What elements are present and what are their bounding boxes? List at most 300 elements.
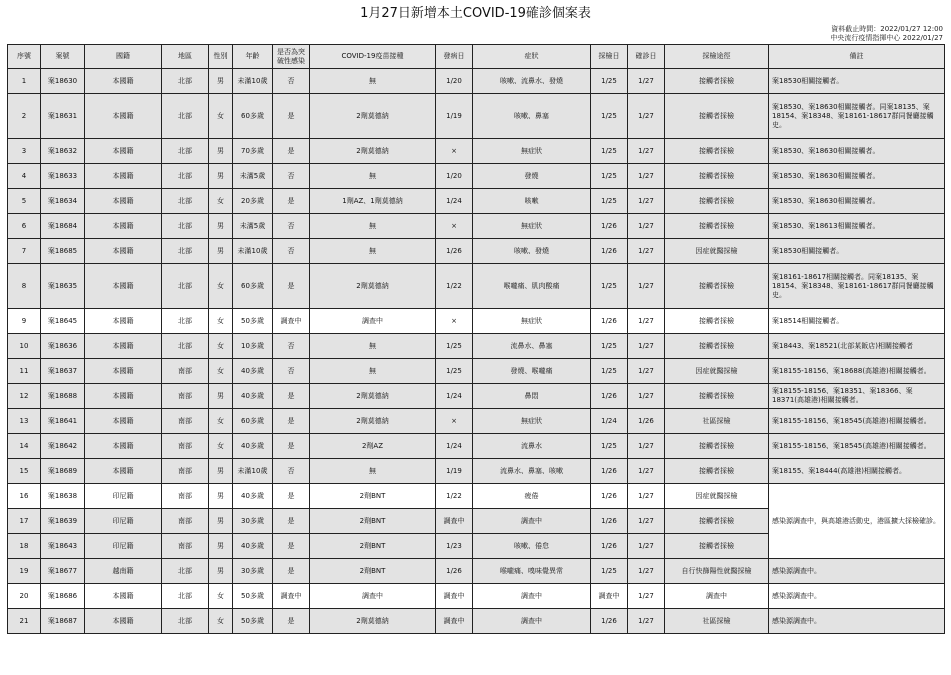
cell-confirm-date: 1/27 — [628, 309, 665, 334]
cell-age: 60多歲 — [233, 264, 273, 309]
cell-breakthrough: 調查中 — [273, 584, 310, 609]
cell-sample-date: 1/26 — [591, 384, 628, 409]
table-header-row — [8, 45, 945, 69]
cell-nationality: 本國籍 — [85, 239, 162, 264]
cell-region: 北部 — [162, 264, 209, 309]
cell-case-no: 案18677 — [41, 559, 85, 584]
cell-vaccine: 調查中 — [310, 584, 436, 609]
cell-seq: 14 — [8, 434, 41, 459]
cell-seq: 5 — [8, 189, 41, 214]
cell-sample-date: 1/25 — [591, 94, 628, 139]
cell-vaccine: 2劑莫德納 — [310, 384, 436, 409]
cell-onset: × — [436, 214, 473, 239]
cell-nationality: 本國籍 — [85, 434, 162, 459]
cell-sample-route: 調查中 — [665, 584, 769, 609]
cell-symptom: 鼻悶 — [473, 384, 591, 409]
table-row — [8, 584, 945, 609]
cell-vaccine: 1劑AZ、1劑莫德納 — [310, 189, 436, 214]
table-row — [8, 189, 945, 214]
cell-breakthrough: 否 — [273, 69, 310, 94]
cell-case-no: 案18689 — [41, 459, 85, 484]
cell-note: 感染源調查中。 — [769, 559, 945, 584]
cell-note: 案18155-18156、案18688(高雄港)相關接觸者。 — [769, 359, 945, 384]
cell-region: 南部 — [162, 359, 209, 384]
cell-sex: 女 — [209, 189, 233, 214]
cell-age: 40多歲 — [233, 384, 273, 409]
cell-seq: 8 — [8, 264, 41, 309]
cell-breakthrough: 是 — [273, 409, 310, 434]
cell-case-no: 案18633 — [41, 164, 85, 189]
cell-sex: 男 — [209, 384, 233, 409]
cell-sample-date: 1/25 — [591, 334, 628, 359]
cell-symptom: 咳嗽 — [473, 189, 591, 214]
cell-nationality: 本國籍 — [85, 459, 162, 484]
cell-nationality: 本國籍 — [85, 309, 162, 334]
cell-onset: 調查中 — [436, 584, 473, 609]
cell-seq: 2 — [8, 94, 41, 139]
cell-region: 北部 — [162, 309, 209, 334]
cell-vaccine: 無 — [310, 459, 436, 484]
cell-onset: 1/22 — [436, 264, 473, 309]
column-header-sample-route: 採檢途徑 — [665, 45, 769, 69]
cell-age: 未滿10歲 — [233, 459, 273, 484]
cell-region: 南部 — [162, 534, 209, 559]
cell-case-no: 案18638 — [41, 484, 85, 509]
table-row — [8, 384, 945, 409]
cell-sample-date: 1/25 — [591, 139, 628, 164]
cell-sample-route: 因症就醫採檢 — [665, 484, 769, 509]
cell-age: 60多歲 — [233, 409, 273, 434]
cell-confirm-date: 1/27 — [628, 189, 665, 214]
cell-age: 60多歲 — [233, 94, 273, 139]
cell-onset: 1/26 — [436, 559, 473, 584]
cell-breakthrough: 是 — [273, 534, 310, 559]
cell-symptom: 咳嗽、流鼻水、發燒 — [473, 69, 591, 94]
cell-confirm-date: 1/27 — [628, 609, 665, 634]
cell-region: 北部 — [162, 239, 209, 264]
cell-nationality: 本國籍 — [85, 69, 162, 94]
cell-region: 南部 — [162, 409, 209, 434]
cell-onset: 調查中 — [436, 609, 473, 634]
cell-sample-date: 1/26 — [591, 214, 628, 239]
cell-note: 案18514相關接觸者。 — [769, 309, 945, 334]
cell-seq: 19 — [8, 559, 41, 584]
cell-vaccine: 無 — [310, 164, 436, 189]
cell-seq: 4 — [8, 164, 41, 189]
table-row — [8, 239, 945, 264]
cell-symptom: 疲倦 — [473, 484, 591, 509]
cell-confirm-date: 1/27 — [628, 69, 665, 94]
cell-sex: 男 — [209, 139, 233, 164]
cell-sample-route: 接觸者採檢 — [665, 94, 769, 139]
cell-nationality: 本國籍 — [85, 164, 162, 189]
column-header-note: 備註 — [769, 45, 945, 69]
cell-sex: 男 — [209, 484, 233, 509]
table-row — [8, 309, 945, 334]
cell-vaccine: 2劑莫德納 — [310, 409, 436, 434]
cell-vaccine: 2劑BNT — [310, 509, 436, 534]
cell-confirm-date: 1/26 — [628, 409, 665, 434]
cell-sample-route: 接觸者採檢 — [665, 334, 769, 359]
cell-nationality: 本國籍 — [85, 384, 162, 409]
cell-symptom: 調查中 — [473, 609, 591, 634]
cell-note: 感染源調查中，與高雄港活動史，港區擴大採檢確診。 — [769, 484, 945, 559]
cell-age: 未滿5歲 — [233, 164, 273, 189]
column-header-vaccine: COVID-19疫苗接種 — [310, 45, 436, 69]
cell-symptom: 流鼻水、鼻塞、咳嗽 — [473, 459, 591, 484]
cell-vaccine: 2劑BNT — [310, 534, 436, 559]
cell-region: 北部 — [162, 559, 209, 584]
cell-sample-route: 接觸者採檢 — [665, 459, 769, 484]
cell-nationality: 本國籍 — [85, 139, 162, 164]
cell-breakthrough: 是 — [273, 559, 310, 584]
table-row — [8, 559, 945, 584]
cell-case-no: 案18685 — [41, 239, 85, 264]
cell-age: 50多歲 — [233, 609, 273, 634]
cell-note: 案18530相關接觸者。 — [769, 69, 945, 94]
data-meta — [830, 25, 943, 43]
cell-age: 10多歲 — [233, 334, 273, 359]
cell-symptom: 無症狀 — [473, 409, 591, 434]
cell-age: 40多歲 — [233, 534, 273, 559]
cell-case-no: 案18643 — [41, 534, 85, 559]
cell-onset: 調查中 — [436, 509, 473, 534]
cell-onset: 1/19 — [436, 94, 473, 139]
cell-seq: 3 — [8, 139, 41, 164]
cell-breakthrough: 是 — [273, 264, 310, 309]
cell-onset: 1/22 — [436, 484, 473, 509]
cell-note: 案18530、案18613相關接觸者。 — [769, 214, 945, 239]
case-table — [7, 44, 945, 634]
cell-case-no: 案18686 — [41, 584, 85, 609]
column-header-symptom: 症狀 — [473, 45, 591, 69]
cell-region: 南部 — [162, 509, 209, 534]
cell-breakthrough: 否 — [273, 359, 310, 384]
cell-sex: 女 — [209, 334, 233, 359]
cell-note: 案18530、案18630相關接觸者。 — [769, 189, 945, 214]
cell-note: 感染源調查中。 — [769, 584, 945, 609]
cell-region: 北部 — [162, 609, 209, 634]
cell-sex: 男 — [209, 214, 233, 239]
cell-nationality: 印尼籍 — [85, 509, 162, 534]
column-header-sex: 性別 — [209, 45, 233, 69]
table-row — [8, 459, 945, 484]
cell-onset: 1/20 — [436, 69, 473, 94]
cell-sample-date: 1/26 — [591, 484, 628, 509]
column-header-region: 地區 — [162, 45, 209, 69]
page-title: 1月27日新增本土COVID-19確診個案表 — [360, 6, 591, 21]
table-body — [8, 69, 945, 634]
cell-symptom: 發燒、喉嚨痛 — [473, 359, 591, 384]
cell-vaccine: 2劑BNT — [310, 484, 436, 509]
cell-vaccine: 2劑莫德納 — [310, 139, 436, 164]
cell-case-no: 案18641 — [41, 409, 85, 434]
cell-sample-route: 社區採檢 — [665, 609, 769, 634]
cell-note: 案18155-18156、案18545(高雄港)相關接觸者。 — [769, 409, 945, 434]
table-row — [8, 94, 945, 139]
data-cutoff-time: 資料截止時間：2022/01/27 12:00 — [831, 25, 943, 33]
column-header-age: 年齡 — [233, 45, 273, 69]
cell-nationality: 本國籍 — [85, 584, 162, 609]
cell-onset: 1/26 — [436, 239, 473, 264]
cell-breakthrough: 否 — [273, 239, 310, 264]
cell-case-no: 案18688 — [41, 384, 85, 409]
cell-sex: 女 — [209, 434, 233, 459]
cell-confirm-date: 1/27 — [628, 459, 665, 484]
cell-confirm-date: 1/27 — [628, 334, 665, 359]
cell-symptom: 咳嗽、鼻塞 — [473, 94, 591, 139]
cell-sample-route: 接觸者採檢 — [665, 309, 769, 334]
cell-sex: 女 — [209, 584, 233, 609]
cell-sex: 女 — [209, 609, 233, 634]
cell-sample-date: 1/26 — [591, 309, 628, 334]
cell-seq: 12 — [8, 384, 41, 409]
cell-seq: 11 — [8, 359, 41, 384]
column-header-case-no: 案號 — [41, 45, 85, 69]
table-row — [8, 409, 945, 434]
cell-sample-route: 接觸者採檢 — [665, 69, 769, 94]
cell-case-no: 案18637 — [41, 359, 85, 384]
cell-nationality: 印尼籍 — [85, 484, 162, 509]
cell-region: 北部 — [162, 139, 209, 164]
cell-confirm-date: 1/27 — [628, 214, 665, 239]
cell-age: 40多歲 — [233, 434, 273, 459]
cell-sample-route: 接觸者採檢 — [665, 264, 769, 309]
cell-breakthrough: 否 — [273, 214, 310, 239]
cell-region: 南部 — [162, 384, 209, 409]
cell-sex: 女 — [209, 264, 233, 309]
cell-region: 北部 — [162, 334, 209, 359]
cell-breakthrough: 是 — [273, 434, 310, 459]
column-header-seq: 序號 — [8, 45, 41, 69]
cell-note: 案18443、案18521(北部某飯店)相關接觸者 — [769, 334, 945, 359]
cell-sample-date: 1/26 — [591, 509, 628, 534]
cell-sex: 男 — [209, 239, 233, 264]
cell-sample-route: 接觸者採檢 — [665, 509, 769, 534]
column-header-nationality: 國籍 — [85, 45, 162, 69]
cell-confirm-date: 1/27 — [628, 264, 665, 309]
cell-sex: 男 — [209, 164, 233, 189]
cell-vaccine: 2劑莫德納 — [310, 609, 436, 634]
cell-case-no: 案18634 — [41, 189, 85, 214]
cell-sex: 女 — [209, 94, 233, 139]
cell-seq: 6 — [8, 214, 41, 239]
cell-sample-route: 因症就醫採檢 — [665, 239, 769, 264]
cell-age: 30多歲 — [233, 559, 273, 584]
cell-breakthrough: 否 — [273, 164, 310, 189]
cell-seq: 13 — [8, 409, 41, 434]
cell-onset: 1/23 — [436, 534, 473, 559]
cell-case-no: 案18684 — [41, 214, 85, 239]
cell-age: 50多歲 — [233, 584, 273, 609]
column-header-sample-date: 採檢日 — [591, 45, 628, 69]
cell-sample-route: 自行快篩陽性就醫採檢 — [665, 559, 769, 584]
cell-sample-date: 1/26 — [591, 534, 628, 559]
cell-symptom: 咳嗽、發燒 — [473, 239, 591, 264]
cell-note: 案18155-18156、案18351、案18366、案18371(高雄港)相關接觸者。 — [769, 384, 945, 409]
cell-sex: 女 — [209, 309, 233, 334]
cell-note: 案18530相關接觸者。 — [769, 239, 945, 264]
cell-note: 案18155-18156、案18545(高雄港)相關接觸者。 — [769, 434, 945, 459]
cell-vaccine: 無 — [310, 214, 436, 239]
cell-sample-route: 接觸者採檢 — [665, 434, 769, 459]
cell-case-no: 案18630 — [41, 69, 85, 94]
cell-seq: 10 — [8, 334, 41, 359]
cell-breakthrough: 是 — [273, 94, 310, 139]
column-header-onset: 發病日 — [436, 45, 473, 69]
table-row — [8, 359, 945, 384]
cell-symptom: 流鼻水、鼻塞 — [473, 334, 591, 359]
cell-confirm-date: 1/27 — [628, 359, 665, 384]
cell-sample-route: 社區採檢 — [665, 409, 769, 434]
cell-breakthrough: 是 — [273, 609, 310, 634]
cell-symptom: 無症狀 — [473, 139, 591, 164]
cell-vaccine: 2劑莫德納 — [310, 264, 436, 309]
cell-note: 案18530、案18630相關接觸者。同案18135、案18154、案18348、案18161-18617群同餐廳接觸史。 — [769, 94, 945, 139]
cell-region: 南部 — [162, 484, 209, 509]
cell-age: 未滿10歲 — [233, 239, 273, 264]
cell-breakthrough: 否 — [273, 334, 310, 359]
cell-vaccine: 無 — [310, 334, 436, 359]
table-row — [8, 434, 945, 459]
cell-vaccine: 調查中 — [310, 309, 436, 334]
cell-nationality: 本國籍 — [85, 189, 162, 214]
table-row — [8, 484, 945, 509]
cell-seq: 1 — [8, 69, 41, 94]
cell-vaccine: 無 — [310, 359, 436, 384]
cell-region: 北部 — [162, 164, 209, 189]
cell-age: 未滿5歲 — [233, 214, 273, 239]
cell-region: 南部 — [162, 434, 209, 459]
cell-sample-date: 1/26 — [591, 609, 628, 634]
cell-age: 70多歲 — [233, 139, 273, 164]
cell-onset: × — [436, 139, 473, 164]
cell-symptom: 咳嗽、倦怠 — [473, 534, 591, 559]
cell-sample-date: 1/25 — [591, 189, 628, 214]
cell-symptom: 喉嚨痛、嗅味覺異常 — [473, 559, 591, 584]
cell-region: 南部 — [162, 459, 209, 484]
table-row — [8, 69, 945, 94]
cell-case-no: 案18635 — [41, 264, 85, 309]
cell-onset: 1/24 — [436, 434, 473, 459]
cell-confirm-date: 1/27 — [628, 434, 665, 459]
cell-region: 北部 — [162, 214, 209, 239]
cell-confirm-date: 1/27 — [628, 584, 665, 609]
cell-case-no: 案18631 — [41, 94, 85, 139]
cell-symptom: 調查中 — [473, 584, 591, 609]
cell-sample-route: 接觸者採檢 — [665, 139, 769, 164]
cell-confirm-date: 1/27 — [628, 94, 665, 139]
cell-sex: 男 — [209, 459, 233, 484]
cell-confirm-date: 1/27 — [628, 559, 665, 584]
cell-note: 感染源調查中。 — [769, 609, 945, 634]
cell-nationality: 本國籍 — [85, 334, 162, 359]
cell-age: 40多歲 — [233, 359, 273, 384]
cell-sample-date: 調查中 — [591, 584, 628, 609]
cell-breakthrough: 是 — [273, 139, 310, 164]
cell-onset: 1/20 — [436, 164, 473, 189]
cell-confirm-date: 1/27 — [628, 484, 665, 509]
cell-case-no: 案18645 — [41, 309, 85, 334]
cell-sample-date: 1/25 — [591, 434, 628, 459]
cell-sex: 男 — [209, 69, 233, 94]
cell-onset: 1/25 — [436, 334, 473, 359]
cell-symptom: 無症狀 — [473, 309, 591, 334]
cell-region: 北部 — [162, 189, 209, 214]
cell-case-no: 案18687 — [41, 609, 85, 634]
cell-note: 案18530、案18630相關接觸者。 — [769, 139, 945, 164]
cell-sex: 女 — [209, 359, 233, 384]
cell-sex: 男 — [209, 509, 233, 534]
cell-age: 未滿10歲 — [233, 69, 273, 94]
cell-sample-date: 1/25 — [591, 559, 628, 584]
data-source: 中央流行疫情指揮中心 2022/01/27 — [830, 34, 943, 42]
cell-seq: 15 — [8, 459, 41, 484]
column-header-breakthrough: 是否為突破性感染 — [273, 45, 310, 69]
cell-breakthrough: 否 — [273, 459, 310, 484]
cell-symptom: 調查中 — [473, 509, 591, 534]
cell-vaccine: 2劑AZ — [310, 434, 436, 459]
cell-seq: 7 — [8, 239, 41, 264]
table-row — [8, 164, 945, 189]
cell-onset: × — [436, 309, 473, 334]
cell-confirm-date: 1/27 — [628, 509, 665, 534]
cell-nationality: 越南籍 — [85, 559, 162, 584]
cell-note: 案18161-18617相關接觸者。同案18135、案18154、案18348、案18161-18617群同餐廳接觸史。 — [769, 264, 945, 309]
cell-seq: 17 — [8, 509, 41, 534]
cell-sample-date: 1/25 — [591, 69, 628, 94]
cell-sample-date: 1/25 — [591, 359, 628, 384]
cell-age: 50多歲 — [233, 309, 273, 334]
cell-sex: 男 — [209, 534, 233, 559]
cell-breakthrough: 是 — [273, 189, 310, 214]
cell-breakthrough: 是 — [273, 484, 310, 509]
cell-sex: 男 — [209, 559, 233, 584]
cell-note: 案18530、案18630相關接觸者。 — [769, 164, 945, 189]
cell-breakthrough: 是 — [273, 384, 310, 409]
cell-sample-route: 接觸者採檢 — [665, 534, 769, 559]
cell-onset: 1/25 — [436, 359, 473, 384]
cell-sample-date: 1/25 — [591, 164, 628, 189]
cell-sample-route: 因症就醫採檢 — [665, 359, 769, 384]
cell-confirm-date: 1/27 — [628, 164, 665, 189]
cell-confirm-date: 1/27 — [628, 534, 665, 559]
cell-sample-route: 接觸者採檢 — [665, 164, 769, 189]
cell-seq: 16 — [8, 484, 41, 509]
cell-symptom: 無症狀 — [473, 214, 591, 239]
cell-onset: 1/19 — [436, 459, 473, 484]
cell-nationality: 本國籍 — [85, 214, 162, 239]
cell-symptom: 發燒 — [473, 164, 591, 189]
cell-confirm-date: 1/27 — [628, 384, 665, 409]
table-row — [8, 609, 945, 634]
cell-sample-date: 1/25 — [591, 264, 628, 309]
cell-age: 40多歲 — [233, 484, 273, 509]
cell-sample-route: 接觸者採檢 — [665, 189, 769, 214]
cell-symptom: 流鼻水 — [473, 434, 591, 459]
cell-vaccine: 2劑BNT — [310, 559, 436, 584]
cell-confirm-date: 1/27 — [628, 239, 665, 264]
cell-seq: 9 — [8, 309, 41, 334]
cell-seq: 21 — [8, 609, 41, 634]
cell-vaccine: 2劑莫德納 — [310, 94, 436, 139]
table-row — [8, 264, 945, 309]
cell-case-no: 案18639 — [41, 509, 85, 534]
cell-case-no: 案18632 — [41, 139, 85, 164]
cell-symptom: 喉嚨痛、肌肉酸痛 — [473, 264, 591, 309]
cell-confirm-date: 1/27 — [628, 139, 665, 164]
cell-seq: 20 — [8, 584, 41, 609]
